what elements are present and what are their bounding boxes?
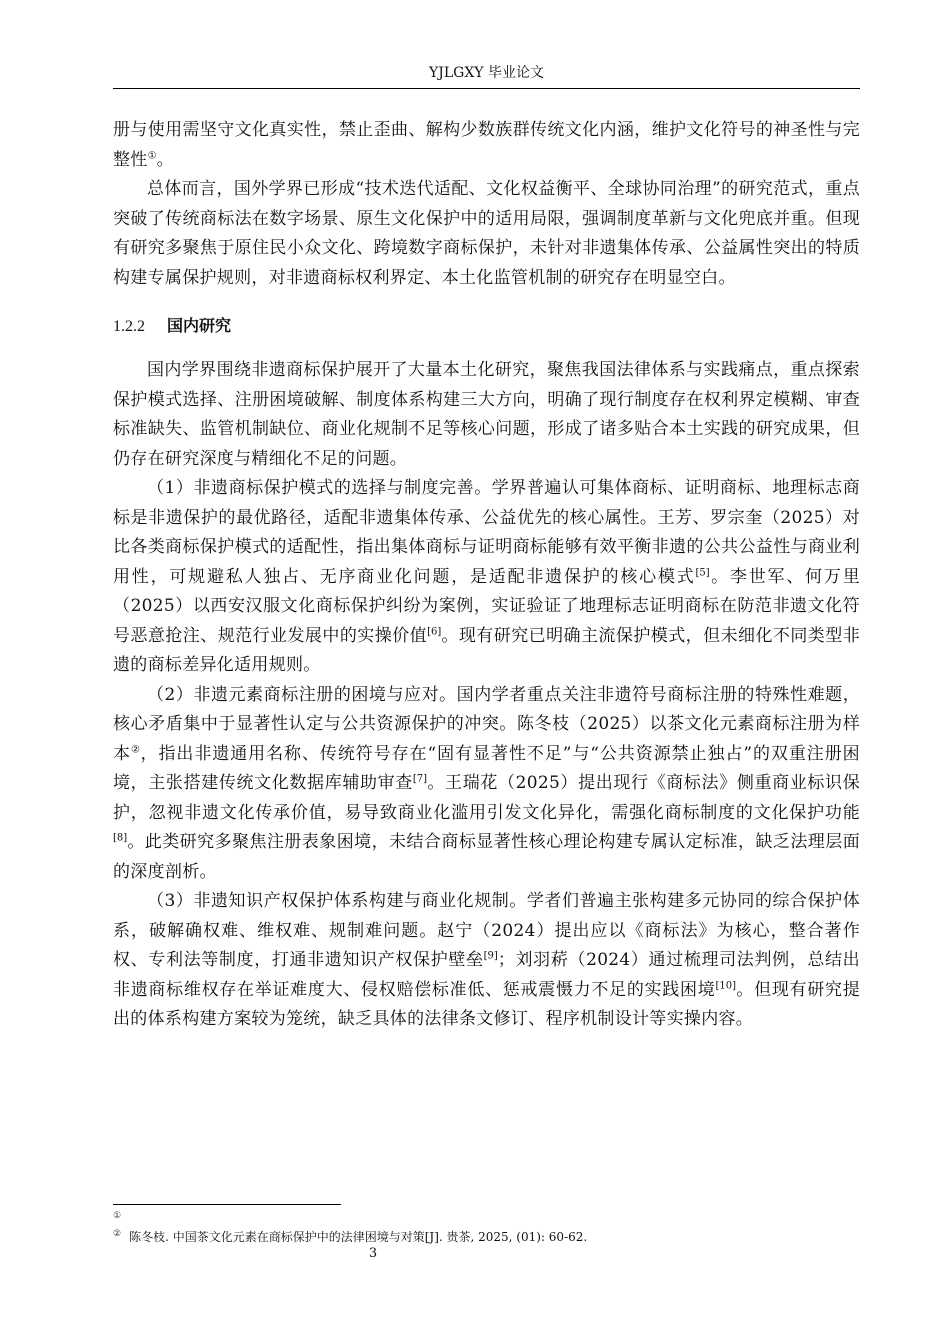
- paragraph-text: 。此类研究多聚焦注册表象困境，未结合商标显著性核心理论构建专属认定标准，缺乏法理层面的深度剖析。: [113, 832, 860, 882]
- section-title: 国内研究: [167, 316, 232, 335]
- citation-ref: [6]: [427, 625, 442, 637]
- footnote-mark: ①: [113, 1211, 122, 1221]
- section-heading: [113, 311, 860, 342]
- footnote-separator: [113, 1204, 341, 1205]
- page-number: 3: [368, 1246, 378, 1261]
- paragraph-text: 。李世军、何万里（2025）以西安汉服文化商标保护纠纷为案例，实证验证了地理标志证明商标在防范非遗文化符号恶意抢注、规范行业发展中的实操价值: [113, 566, 860, 646]
- paragraph-text: ，指出非遗通用名称、传统符号存在“固有显著性不足”与“公共资源禁止独占”的双重注册困境，主张搭建传统文化数据库辅助审查: [113, 743, 860, 793]
- paragraph-point-3: [113, 887, 860, 1035]
- footnote-2: [113, 1229, 860, 1245]
- paragraph-text: （2）非遗元素商标注册的困境与应对。国内学者重点关注非遗符号商标注册的特殊性难题，核心矛盾集中于显著性认定与公共资源保护的冲突。陈冬枝（2025）以茶文化元素商标注册为样本: [113, 684, 860, 764]
- paragraph-text: 。: [156, 149, 174, 170]
- paragraph-text: 册与使用需坚守文化真实性，禁止歪曲、解构少数族群传统文化内涵，维护文化符号的神圣性与完整性: [113, 120, 860, 170]
- paragraph-text: （1）非遗商标保护模式的选择与制度完善。学界普遍认可集体商标、证明商标、地理标志商标是非遗保护的最优路径，适配非遗集体传承、公益优先的核心属性。王芳、罗宗奎（2025）对比各类商标保护模式的适配性，指出集体商标与证明商标能够有效平衡非遗的公共公益性与商业利用性，可规避私人独占、无序商业化问题，是适配非遗保护的核心模式: [113, 478, 860, 587]
- paragraph-text: （3）非遗知识产权保护体系构建与商业化规制。学者们普遍主张构建多元协同的综合保护体系，破解确权难、维权难、规制难问题。赵宁（2024）提出应以《商标法》为核心，整合著作权、专利法等制度，打通非遗知识产权保护壁垒: [113, 891, 860, 970]
- footnote-mark: ②: [113, 1229, 122, 1239]
- citation-ref: [7]: [412, 773, 428, 785]
- running-header: YJLGXY 毕业论文: [429, 65, 544, 81]
- paragraph-intro: 国内学界围绕非遗商标保护展开了大量本土化研究，聚焦我国法律体系与实践痛点，重点探索保护模式选择、注册困境破解、制度体系构建三大方向，明确了现行制度存在权利界定模糊、审查标准缺失、监管机制缺位、商业化规制不足等核心问题，形成了诸多贴合本土实践的研究成果，但仍存在研究深度与精细化不足的问题。: [113, 360, 860, 469]
- citation-ref: [10]: [715, 979, 736, 991]
- paragraph-text: ；刘羽菥（2024）通过梳理司法判例，总结出非遗商标维权存在举证难度大、侵权赔偿标准低、惩戒震慑力不足的实践困境: [113, 950, 860, 1000]
- footnote-mark: ②: [130, 743, 141, 755]
- paragraph-continued: [113, 116, 860, 175]
- footnote-mark: ①: [147, 149, 157, 161]
- paragraph-text: 。现有研究已明确主流保护模式，但未细化不同类型非遗的商标差异化适用规则。: [113, 625, 861, 675]
- citation-ref: [9]: [483, 950, 498, 962]
- footnote-text: 陈冬枝. 中国茶文化元素在商标保护中的法律困境与对策[J]. 贵茶, 2025, (01): 60-62.: [129, 1230, 588, 1244]
- paragraph-point-2: [113, 681, 860, 888]
- paragraph-text: 。王瑞花（2025）提出现行《商标法》侧重商业标识保护，忽视非遗文化传承价值，易导致商业化滥用引发文化异化，需强化商标制度的文化保护功能: [113, 773, 860, 823]
- citation-ref: [5]: [695, 566, 710, 578]
- paragraph-point-1: [113, 474, 860, 681]
- paragraph-text: 。但现有研究提出的体系构建方案较为笼统，缺乏具体的法律条文修订、程序机制设计等实操内容。: [113, 979, 860, 1029]
- paragraph-summary: 总体而言，国外学界已形成“技术迭代适配、文化权益衡平、全球协同治理”的研究范式，重点突破了传统商标法在数字场景、原生文化保护中的适用局限，强调制度革新与文化兜底并重。但现有研究多聚焦于原住民小众文化、跨境数字商标保护，未针对非遗集体传承、公益属性突出的特质构建专属保护规则，对非遗商标权利界定、本土化监管机制的研究存在明显空白。: [113, 179, 860, 288]
- body-text: [113, 116, 860, 1035]
- citation-ref: [8]: [113, 832, 128, 844]
- footnote-1: [113, 1211, 860, 1227]
- section-number: 1.2.2: [113, 318, 145, 335]
- header-rule: [113, 88, 860, 89]
